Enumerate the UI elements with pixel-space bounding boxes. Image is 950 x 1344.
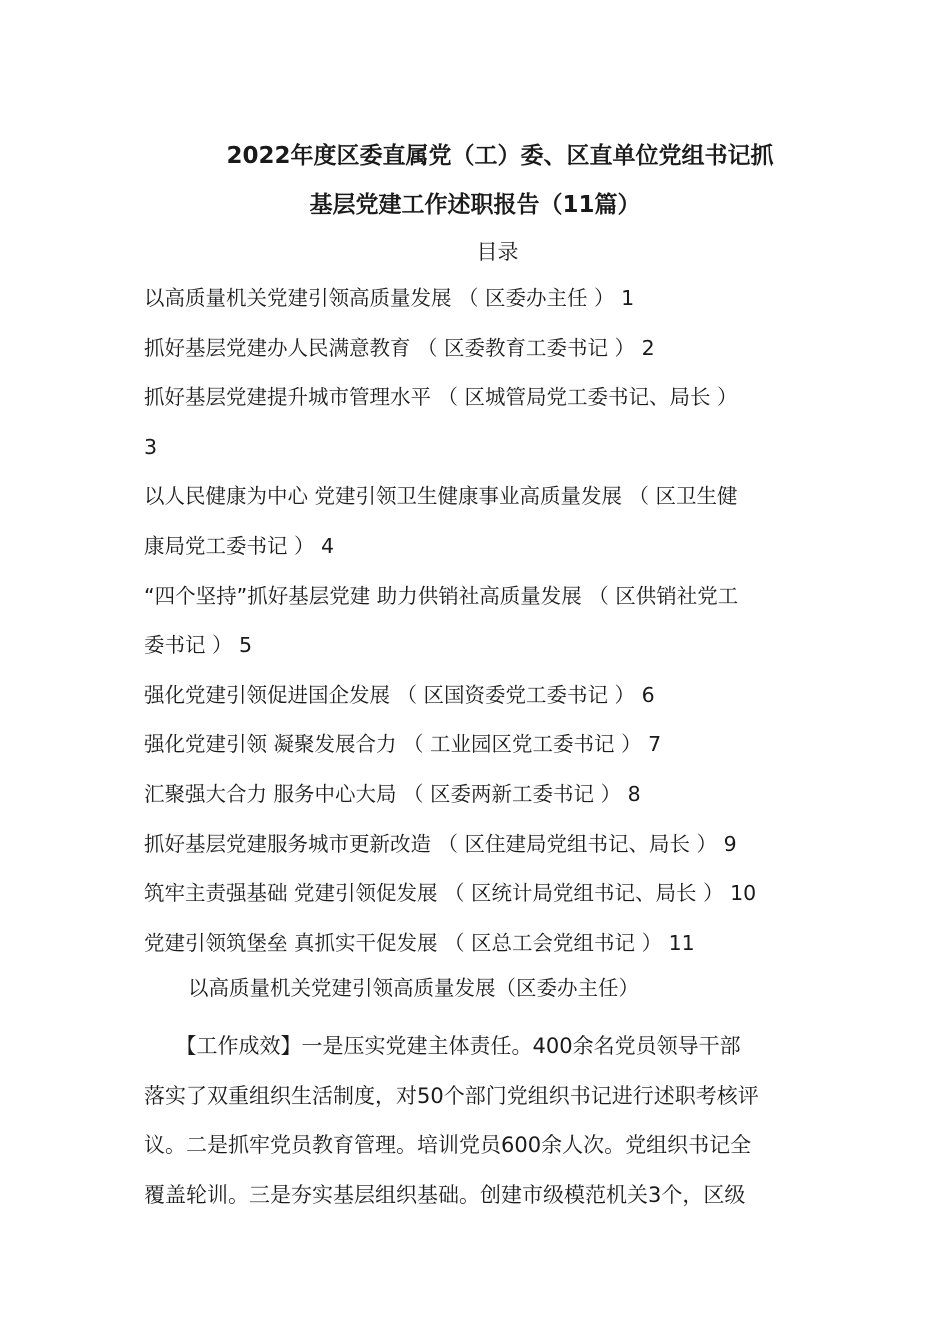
- body-line: 【工作成效】一是压实党建主体责任。400余名党员领导干部: [144, 1034, 741, 1058]
- toc-line[interactable]: 康局党工委书记 ） 4: [144, 533, 335, 558]
- toc-line[interactable]: 3: [144, 434, 158, 459]
- toc-line[interactable]: 强化党建引领 凝聚发展合力 （ 工业园区党工委书记 ） 7: [144, 732, 662, 757]
- toc-line[interactable]: “四个坚持”抓好基层党建 助力供销社高质量发展 （ 区供销社党工: [144, 583, 739, 608]
- document-title-line-2: 基层党建工作述职报告（11篇）: [309, 192, 641, 218]
- toc-line[interactable]: 汇聚强大合力 服务中心大局 （ 区委两新工委书记 ） 8: [144, 781, 641, 806]
- body-line: 议。二是抓牢党员教育管理。培训党员600余人次。党组织书记全: [144, 1133, 752, 1157]
- toc-line[interactable]: 抓好基层党建服务城市更新改造 （ 区住建局党组书记、局长 ） 9: [144, 831, 737, 856]
- toc-line[interactable]: 委书记 ） 5: [144, 633, 253, 658]
- body-line: 覆盖轮训。三是夯实基层组织基础。创建市级模范机关3个，区级: [144, 1182, 746, 1207]
- toc-heading: 目录: [476, 240, 519, 264]
- toc-line[interactable]: 强化党建引领促进国企发展 （ 区国资委党工委书记 ） 6: [144, 682, 655, 707]
- body-paragraph: [144, 1022, 812, 1220]
- section-title: 以高质量机关党建引领高质量发展（区委办主任）: [188, 976, 639, 1000]
- body-line: 落实了双重组织生活制度，对50个部门党组织书记进行述职考核评: [144, 1083, 759, 1108]
- toc-line[interactable]: 以高质量机关党建引领高质量发展 （ 区委办主任 ） 1: [144, 286, 635, 310]
- toc-line[interactable]: 党建引领筑堡垒 真抓实干促发展 （ 区总工会党组书记 ） 11: [144, 930, 695, 955]
- toc-line[interactable]: 以人民健康为中心 党建引领卫生健康事业高质量发展 （ 区卫生健: [144, 484, 738, 509]
- toc-line[interactable]: 筑牢主责强基础 党建引领促发展 （ 区统计局党组书记、局长 ） 10: [144, 881, 757, 906]
- toc-line[interactable]: 抓好基层党建办人民满意教育 （ 区委教育工委书记 ） 2: [144, 335, 655, 360]
- document-title-line-1: 2022年度区委直属党（工）委、区直单位党组书记抓: [226, 143, 774, 169]
- table-of-contents: [144, 274, 812, 968]
- toc-line[interactable]: 抓好基层党建提升城市管理水平 （ 区城管局党工委书记、局长 ）: [144, 385, 738, 410]
